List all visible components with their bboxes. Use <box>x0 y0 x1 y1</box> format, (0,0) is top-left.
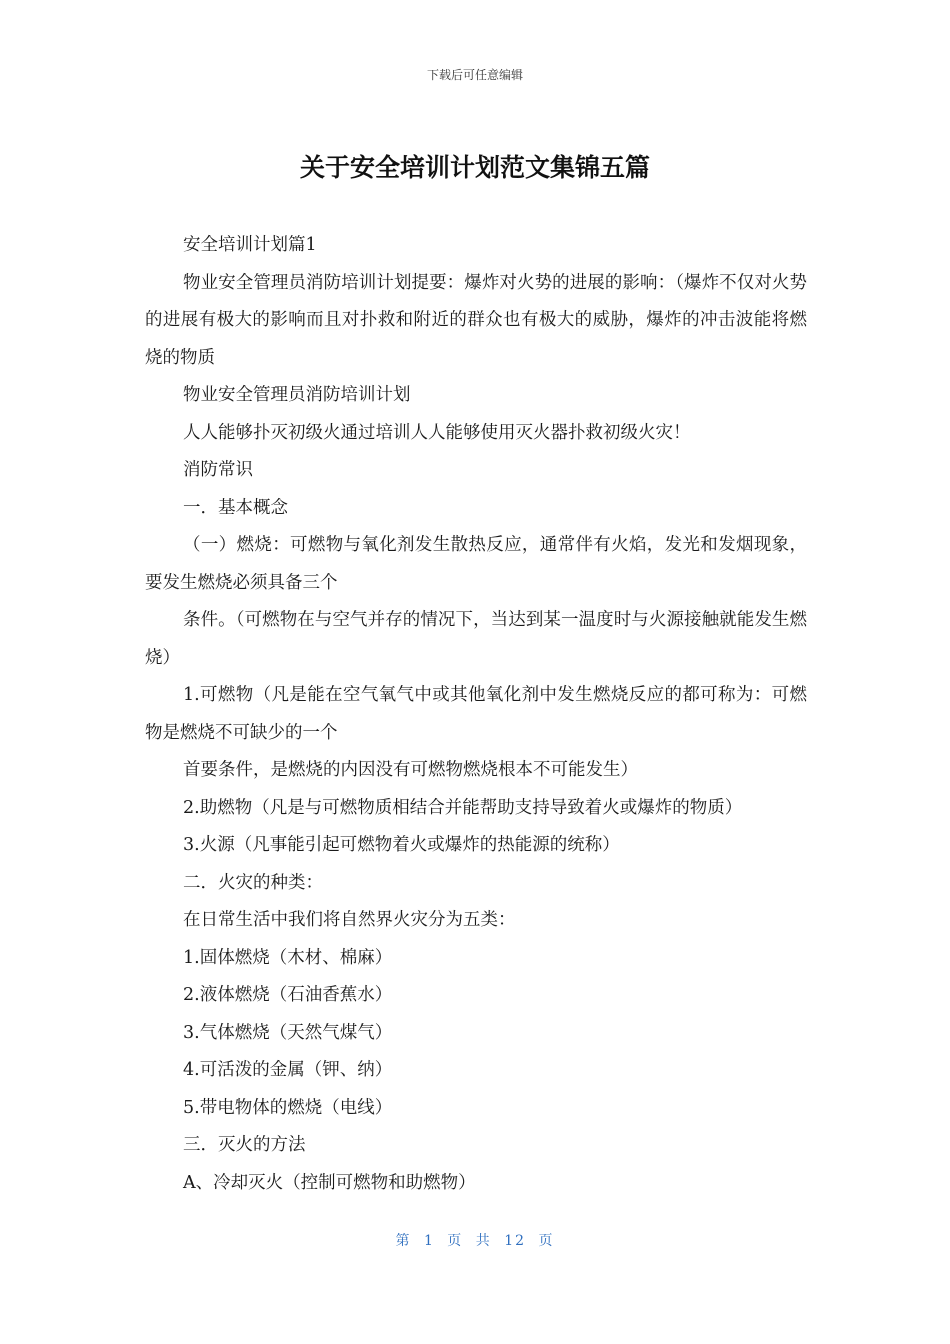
paragraph: 安全培训计划篇1 <box>183 235 317 255</box>
paragraph: 2.液体燃烧（石油香蕉水） <box>183 985 393 1005</box>
paragraph: 3.火源（凡事能引起可燃物着火或爆炸的热能源的统称） <box>183 835 620 855</box>
document-title: 关于安全培训计划范文集锦五篇 <box>299 153 650 182</box>
paragraph: A、冷却灭火（控制可燃物和助燃物） <box>183 1172 476 1193</box>
paragraph: 三．灭火的方法 <box>183 1135 306 1155</box>
paragraph: 人人能够扑灭初级火通过培训人人能够使用灭火器扑救初级火灾！ <box>183 422 691 443</box>
paragraph: 一．基本概念 <box>183 497 288 518</box>
paragraph: 物业安全管理员消防培训计划提要：爆炸对火势的进展的影响：（爆炸不仅对火势的进展有极大的影响而且对扑救和附近的群众也有极大的威胁，爆炸的冲击波能将燃烧的物质 <box>145 272 807 368</box>
paragraph: 3.气体燃烧（天然气煤气） <box>183 1022 393 1043</box>
page-number-footer: 第 1 页 共 12 页 <box>395 1233 555 1249</box>
paragraph: 条件。（可燃物在与空气并存的情况下，当达到某一温度时与火源接触就能发生燃烧） <box>145 610 807 668</box>
paragraph: 4.可活泼的金属（钾、纳） <box>183 1060 393 1080</box>
paragraph: 消防常识 <box>183 460 253 480</box>
paragraph: 首要条件，是燃烧的内因没有可燃物燃烧根本不可能发生） <box>183 760 638 780</box>
header-note: 下载后可任意编辑 <box>426 68 523 82</box>
paragraph: 物业安全管理员消防培训计划 <box>183 385 411 405</box>
paragraph: 1.可燃物（凡是能在空气氧气中或其他氧化剂中发生燃烧反应的都可称为：可燃物是燃烧不可缺少的一个 <box>145 685 807 743</box>
paragraph: 1.固体燃烧（木材、棉麻） <box>183 947 393 968</box>
document-body <box>145 227 807 1202</box>
paragraph: 2.助燃物（凡是与可燃物质相结合并能帮助支持导致着火或爆炸的物质） <box>183 797 743 818</box>
paragraph: 5.带电物体的燃烧（电线） <box>183 1097 393 1118</box>
paragraph: 在日常生活中我们将自然界火灾分为五类： <box>183 910 516 930</box>
paragraph: 二．火灾的种类： <box>183 872 323 893</box>
paragraph: （一）燃烧：可燃物与氧化剂发生散热反应，通常伴有火焰，发光和发烟现象，要发生燃烧必须具备三个 <box>145 535 807 593</box>
